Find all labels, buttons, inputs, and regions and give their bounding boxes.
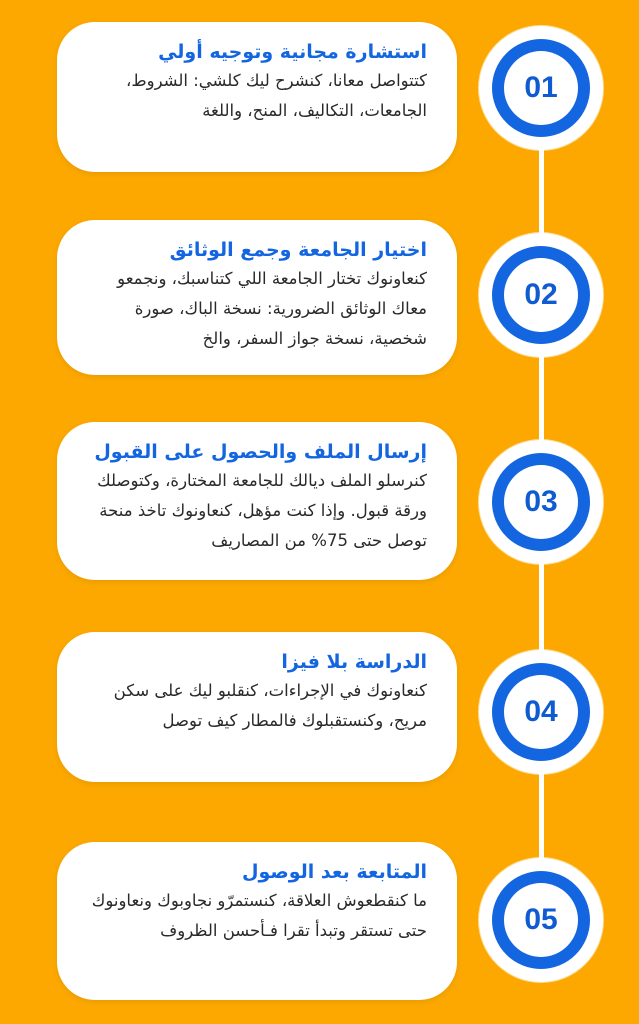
step-body-2: كنعاونوك تختار الجامعة اللي كتناسبك، ونجمعو معاك الوثائق الضرورية: نسخة الباك، صورة شخصية، نسخة جواز السفر، والخ [117, 269, 427, 348]
step-number-2: 02 [504, 258, 578, 332]
step-number-1: 01 [504, 51, 578, 125]
step-number-5: 05 [504, 883, 578, 957]
step-body-5: ما كنقطعوش العلاقة، كنستمرّو نجاوبوك ونعاونوك حتى تستقر وتبدأ تقرا فـأحسن الظروف [91, 891, 427, 940]
step-body-4: كنعاونوك في الإجراءات، كنقلبو ليك على سكن مريح، وكنستقبلوك فالمطار كيف توصل [113, 681, 427, 730]
step-body-3: كنرسلو الملف ديالك للجامعة المختارة، وكتوصلك ورقة قبول. وإذا كنت مؤهل، كنعاونوك تاخذ منحة توصل حتى 75% من المصاريف [97, 471, 427, 550]
step-title-1: استشارة مجانية وتوجيه أولي [158, 41, 427, 63]
step-card-3 [57, 422, 457, 580]
step-card-2 [57, 220, 457, 375]
step-badge-2 [479, 233, 603, 357]
step-card-1 [57, 22, 457, 172]
step-card-5 [57, 842, 457, 1000]
step-badge-3 [479, 440, 603, 564]
step-card-4 [57, 632, 457, 782]
step-badge-4 [479, 650, 603, 774]
step-badge-1 [479, 26, 603, 150]
step-title-5: المتابعة بعد الوصول [241, 861, 427, 883]
step-number-4: 04 [504, 675, 578, 749]
step-title-4: الدراسة بلا فيزا [281, 651, 427, 673]
step-title-2: اختيار الجامعة وجمع الوثائق [169, 239, 427, 261]
step-number-3: 03 [504, 465, 578, 539]
step-title-3: إرسال الملف والحصول على القبول [94, 441, 427, 463]
step-body-1: كتتواصل معانا، كنشرح ليك كلشي: الشروط، الجامعات، التكاليف، المنح، واللغة [126, 71, 427, 120]
step-badge-5 [479, 858, 603, 982]
